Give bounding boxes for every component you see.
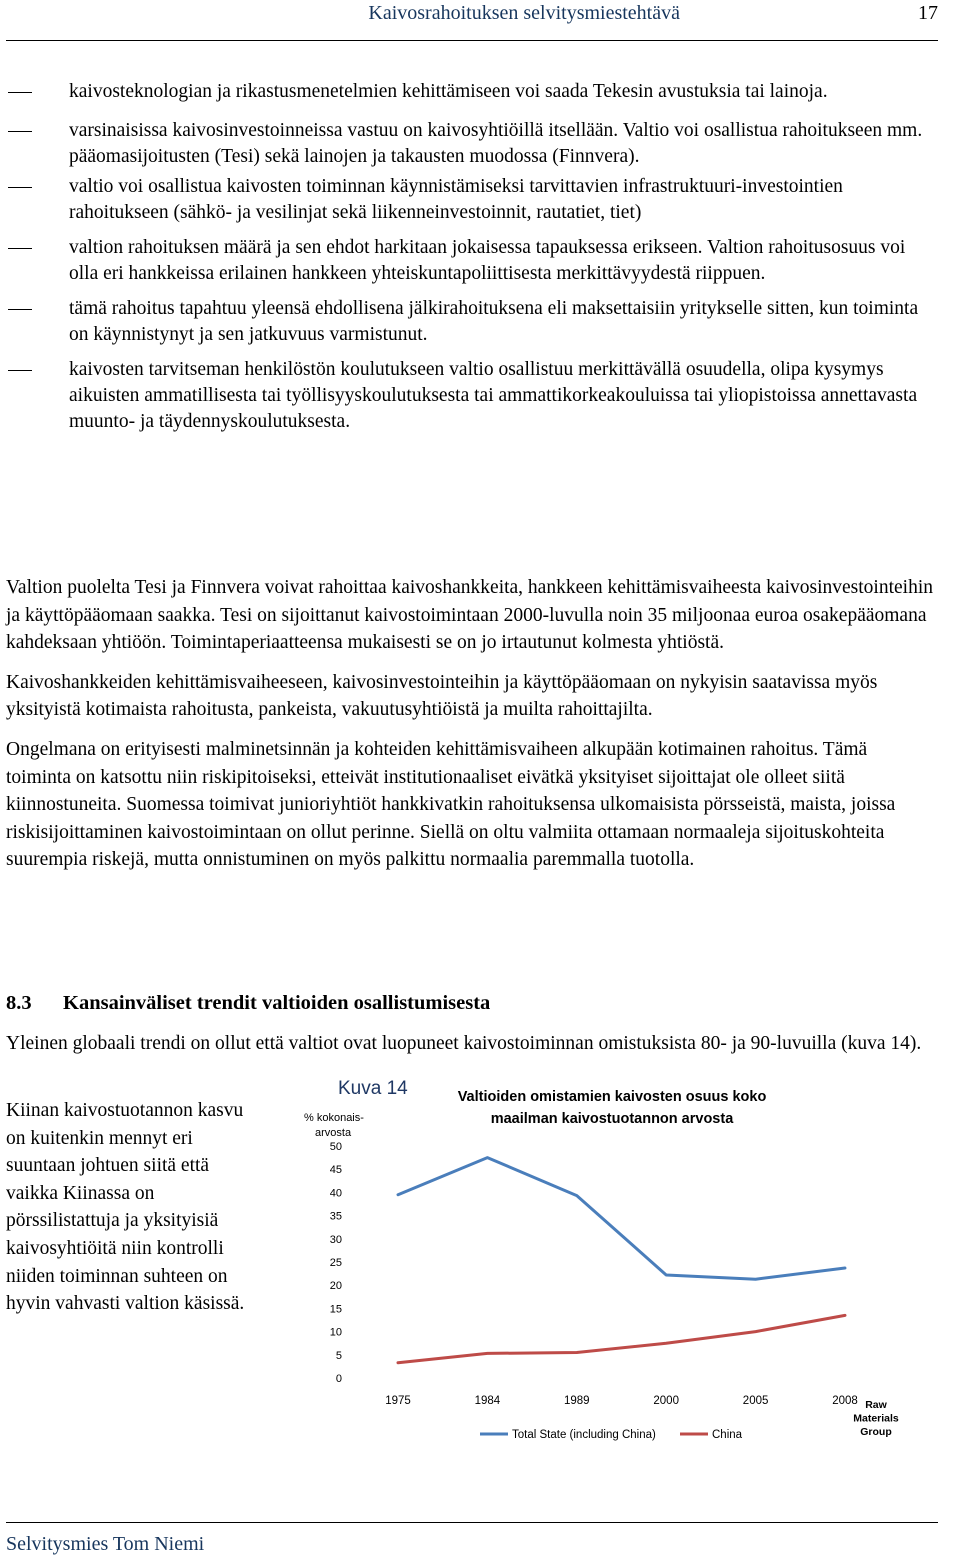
y-tick-label: 50 <box>329 1141 342 1153</box>
x-tick-label: 2005 <box>742 1395 769 1407</box>
y-axis-label-line-1: % kokonais- <box>304 1112 364 1124</box>
source-logo-text: Raw <box>865 1399 887 1411</box>
bullet-list <box>8 79 933 448</box>
header-title: Kaivosrahoituksen selvitysmiestehtävä <box>368 2 680 24</box>
list-item-text: kaivosteknologian ja rikastusmenetelmien kehittämiseen voi saada Tekesin avustuksia tai lainoja. <box>69 81 828 102</box>
ownership-line-chart <box>290 1070 910 1470</box>
dash-bullet-icon <box>8 92 32 93</box>
y-tick-label: 20 <box>329 1280 342 1293</box>
list-item-text: valtio voi osallistua kaivosten toiminnan käynnistämiseksi tarvittavien infrastruktuuri-investointien rahoitukseen (sähkö- ja vesilinjat sekä liikenneinvestoinnit, rautatiet, tiet) <box>69 176 843 223</box>
x-tick-label: 1989 <box>564 1395 590 1407</box>
section-title: Kansainväliset trendit valtioiden osallistumisesta <box>63 992 491 1014</box>
source-logo-text: Group <box>860 1426 892 1438</box>
figure-label: Kuva 14 <box>338 1078 408 1099</box>
legend-label: Total State (including China) <box>512 1429 656 1441</box>
series-line-0 <box>398 1158 845 1280</box>
side-paragraph: Kiinan kaivostuotannon kasvu on kuitenkin mennyt eri suuntaan johtuen siitä että vaikka Kiinassa on pörssilistattuja ja yksityisiä kaivosyhtiöitä niin kontrolli niiden toiminnan suhteen on hyvin vahvasti valtion käsissä. <box>6 1100 245 1315</box>
series-line-1 <box>398 1315 845 1362</box>
y-tick-label: 40 <box>329 1187 342 1200</box>
footer-text: Selvitysmies Tom Niemi <box>6 1533 205 1555</box>
list-item-text: kaivosten tarvitseman henkilöstön koulutukseen valtio osallistuu merkittävällä osuudella, olipa kysymys aikuisten ammatillisesta tai työllisyyskoulutuksesta tai ammattikorkeakouluissa tai yliopistoissa annettavasta muunto- ja täydennyskoulutuksesta. <box>69 359 918 432</box>
y-tick-label: 25 <box>329 1257 342 1269</box>
dash-bullet-icon <box>8 248 32 249</box>
y-tick-label: 45 <box>329 1164 342 1177</box>
x-tick-label: 1975 <box>385 1395 411 1407</box>
chart-title-line-1: Valtioiden omistamien kaivosten osuus koko <box>457 1089 767 1105</box>
y-tick-label: 30 <box>329 1233 342 1246</box>
chart-title-line-2: maailman kaivostuotannon arvosta <box>490 1111 734 1127</box>
list-item <box>8 235 933 287</box>
page-header <box>6 0 938 41</box>
y-tick-label: 10 <box>329 1326 342 1339</box>
list-item <box>8 174 933 226</box>
list-item-text: tämä rahoitus tapahtuu yleensä ehdollisena jälkirahoituksena eli maksettaisiin yritykselle sitten, kun toiminta on käynnistynyt ja sen jatkuvuus varmistunut. <box>69 298 919 345</box>
section-number: 8.3 <box>6 992 32 1014</box>
list-item-text: varsinaisissa kaivosinvestoinneissa vastuu on kaivosyhtiöillä itsellään. Valtio voi osallistua rahoitukseen mm. pääomasijoitusten (Tesi) sekä lainojen ja takausten muodossa (Finnvera). <box>69 120 923 167</box>
dash-bullet-icon <box>8 370 32 371</box>
paragraph: Kaivoshankkeiden kehittämisvaiheeseen, kaivosinvestointeihin ja käyttöpääomaan on nykyisin saatavissa myös yksityistä kotimaista rahoitusta, pankeista, vakuutusyhtiöistä ja muilta rahoittajilta. <box>6 671 878 721</box>
intro-paragraph: Yleinen globaali trendi on ollut että valtiot ovat luopuneet kaivostoiminnan omistuksista 80- ja 90-luvuilla (kuva 14). <box>6 1033 922 1054</box>
y-tick-label: 15 <box>329 1303 342 1316</box>
list-item <box>8 357 933 435</box>
source-logo-text: Materials <box>853 1412 899 1425</box>
list-item <box>8 79 933 105</box>
x-tick-label: 1984 <box>474 1395 501 1407</box>
dash-bullet-icon <box>8 309 32 310</box>
section-heading <box>6 992 490 1015</box>
y-tick-label: 35 <box>329 1210 342 1223</box>
x-tick-label: 2008 <box>832 1395 858 1407</box>
dash-bullet-icon <box>8 131 32 132</box>
page-footer <box>6 1522 938 1556</box>
y-axis-label-line-2: arvosta <box>315 1127 352 1139</box>
dash-bullet-icon <box>8 187 32 188</box>
list-item <box>8 118 933 170</box>
y-tick-label: 5 <box>335 1349 342 1362</box>
paragraph: Ongelmana on erityisesti malminetsinnän ja kohteiden kehittämisvaiheen alkupään kotimainen rahoitus. Tämä toiminta on katsottu niin riskipitoiseksi, etteivät institutionaaliset eivätkä yksityiset sijoittajat ole olleet siitä kiinnostuneita. Suomessa toimivat junioriyhtiöt hankkivatkin rahoituksensa ulkomaisista pörsseistä, maista, joissa riskisijoittaminen kaivostoimintaan on ollut perinne. Siellä on oltu valmiita ottamaan normaaleja sijoituskohteita suurempia riskejä, mutta onnistuminen on myös palkittu normaalia paremmalla tuotolla. <box>6 738 896 871</box>
x-tick-label: 2000 <box>653 1395 679 1407</box>
paragraph: Valtion puolelta Tesi ja Finnvera voivat rahoittaa kaivoshankkeita, hankkeen kehittämisvaiheesta kaivosinvestointeihin ja käyttöpääomaan saakka. Tesi on sijoittanut kaivostoimintaan 2000-luvulla noin 35 miljoonaa euroa osakepääomana kahdeksaan yhtiöön. Toimintaperiaatteensa mukaisesti se on jo irtautunut kolmesta yhtiöstä. <box>6 577 933 654</box>
page-number: 17 <box>918 2 938 24</box>
body-paragraphs <box>6 574 936 886</box>
list-item <box>8 296 933 348</box>
list-item-text: valtion rahoituksen määrä ja sen ehdot harkitaan jokaisessa tapauksessa erikseen. Valtion rahoitusosuus voi olla eri hankkeissa erilainen hankkeen yhteiskuntapoliittisesta merkittävyydestä riippuen. <box>69 237 906 284</box>
y-tick-label: 0 <box>335 1373 342 1385</box>
legend-label: China <box>712 1429 743 1441</box>
